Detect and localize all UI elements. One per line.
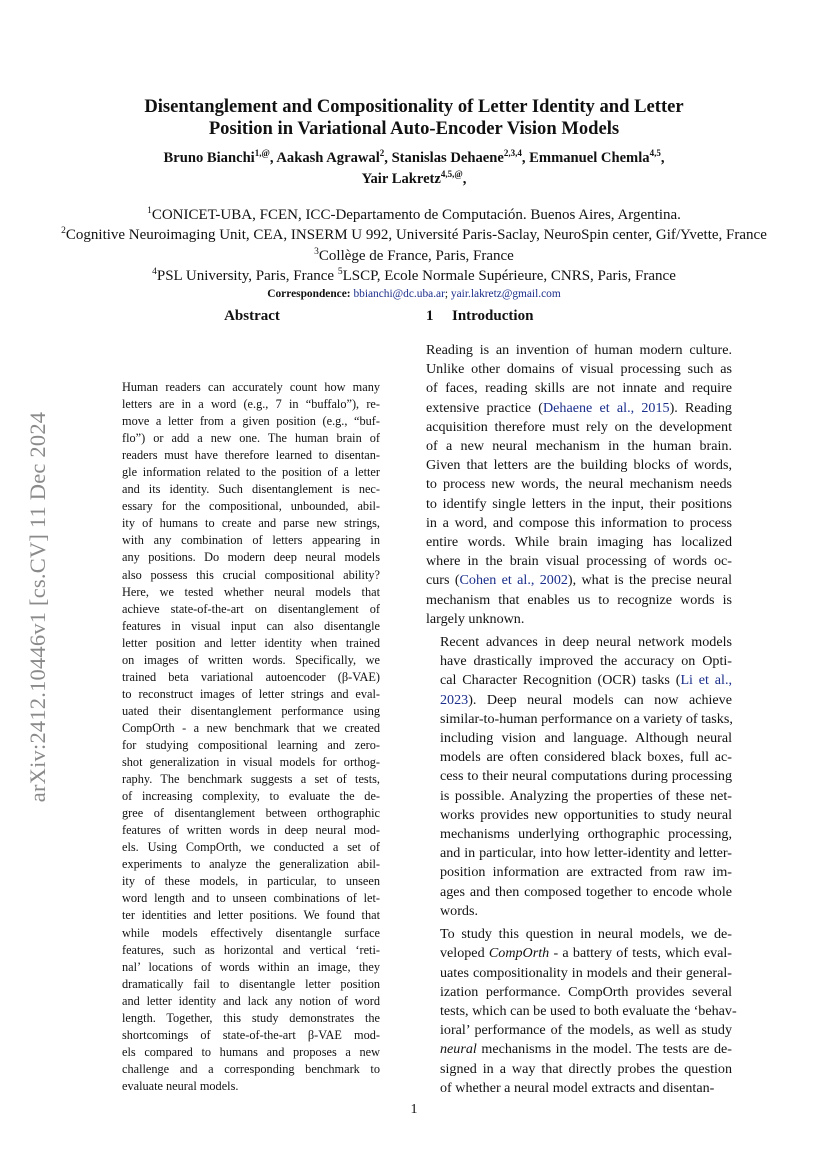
text-line: Recent advances in deep neural network models	[440, 634, 732, 651]
text-line: is possible. Analyzing the properties of these net-	[440, 787, 732, 804]
arxiv-identifier[interactable]: arXiv:2412.10446v1 [cs.CV] 11 Dec 2024	[25, 411, 50, 803]
introduction-heading	[426, 306, 533, 326]
citation-link[interactable]: 2023	[440, 691, 469, 708]
affiliation-text: Cognitive Neuroimaging Unit, CEA, INSERM U 992, Université Paris-Saclay, NeuroSpin center, Gif/Yvette, France	[65, 227, 767, 244]
text-line: words.	[440, 902, 478, 919]
title-line-2: Position in Variational Auto-Encoder Vision Models	[208, 118, 620, 139]
text-line: 2023). Deep neural models can now achieve	[440, 691, 732, 708]
text-line: have drastically improved the accuracy on Opti-	[440, 653, 732, 670]
text-line: flo”) or add a new one. The human brain of	[122, 431, 380, 446]
text-line: move a letter from a given position (e.g., “buf-	[122, 414, 380, 429]
text-line: ity of humans to create and parse new strings,	[122, 516, 380, 531]
text-line: to reconstruct images of letter strings and eval-	[122, 686, 380, 701]
text-line: achieve state-of-the-art on disentanglement of	[122, 601, 380, 616]
text-line: uated their disentanglement performance using	[122, 703, 380, 718]
text-line: and letter identity and lack any notion of word	[122, 993, 380, 1008]
text-line: acquisition therefore must rely on the development	[426, 418, 732, 435]
text-line: of faces, reading skills are not innate and require	[426, 380, 732, 397]
text-line: evaluate neural models.	[122, 1078, 239, 1093]
correspondence-label: Correspondence:	[267, 288, 351, 300]
section-number: 1	[426, 308, 434, 324]
affiliation-mark: 1	[147, 206, 152, 216]
text-line: experiments to analyze the generalization abil-	[122, 857, 380, 872]
text-line: essary for the compositional, unbounded, abil-	[122, 499, 380, 514]
affiliation-mark: 2	[61, 226, 66, 237]
text-line: Unlike other domains of visual processing such as	[426, 361, 732, 378]
text-line: and its identity. Such disentanglement is nec-	[122, 482, 380, 497]
text-line: shot generalization in visual models for orthog-	[122, 755, 380, 770]
text-line: Given that letters are the building blocks of words,	[426, 457, 732, 474]
text-line: ioral’ performance of the models, as well as study	[440, 1022, 732, 1039]
affiliation-text: LSCP, Ecole Normale Supérieure, CNRS, Paris, France	[342, 268, 676, 285]
text-line: challenge and a corresponding benchmark to	[122, 1061, 380, 1076]
text-line: of whether a neural model extracts and disentan-	[440, 1079, 715, 1096]
text-line: while models effectively disentangle surface	[122, 925, 380, 940]
affiliation-3	[10, 246, 818, 266]
text-line: Reading is an invention of human modern culture.	[426, 342, 732, 358]
text-line: curs (Cohen et al., 2002), what is the precise neural	[426, 572, 732, 589]
affiliations	[10, 205, 818, 287]
text-line: including vision and language. Although neural	[440, 730, 732, 747]
text-line: to process new words, the neural mechanism needs	[426, 476, 732, 493]
affiliation-text: CONICET-UBA, FCEN, ICC-Departamento de Computación. Buenos Aires, Argentina.	[151, 207, 681, 223]
text-line: position information are extracted from raw im-	[440, 864, 732, 881]
text-line: for studying compositional learning and zero-	[122, 737, 380, 752]
text-line: veloped CompOrth - a battery of tests, which eval-	[440, 945, 732, 962]
text-line: CompOrth - a new benchmark that we created	[122, 720, 380, 735]
text-line: raphy. The benchmark suggests a set of tests,	[122, 772, 380, 787]
text-line: Here, we tested whether neural models that	[122, 584, 380, 599]
text-line: ages and then composed together to encode whole	[440, 883, 732, 900]
affiliation-mark: 3	[314, 246, 319, 257]
emphasis: CompOrth	[488, 945, 550, 962]
text-line: largely unknown.	[426, 610, 525, 627]
citation-link[interactable]: Dehaene et al., 2015	[542, 399, 670, 416]
text-line: els. Using CompOrth, we conducted a set of	[122, 840, 380, 855]
text-line: readers must have therefore learned to disentan-	[122, 448, 380, 463]
paper-title	[100, 96, 728, 140]
text-line: gree of disentanglement between orthographic	[122, 806, 380, 821]
affiliation-mark: 5	[337, 267, 343, 278]
affiliation-mark: 4	[152, 267, 157, 278]
text-line: uates compositionality in models and their general-	[440, 964, 732, 981]
text-line: nal’ locations of words within an image, they	[122, 959, 380, 974]
text-line: length. Together, this study demonstrates the	[122, 1010, 380, 1025]
text-line: letter position and letter identity when trained	[122, 635, 380, 650]
author-affiliation-mark: 2	[379, 148, 385, 159]
text-line: features of written words in deep neural mod-	[122, 823, 380, 838]
affiliation-text: Collège de France, Paris, France	[318, 247, 514, 264]
abstract-heading: Abstract	[224, 308, 280, 324]
text-line: entire words. While brain imaging has localized	[426, 534, 732, 551]
intro-paragraph-2	[426, 633, 732, 921]
text-line: shortcomings of state-of-the-art β-VAE mod-	[122, 1027, 380, 1042]
affiliation-2	[10, 225, 818, 245]
text-line: to identify single letters in the input, their positions	[426, 495, 732, 512]
intro-paragraph-3	[426, 925, 737, 1098]
author-name: Emmanuel Chemla	[529, 150, 650, 166]
text-line: also possess this crucial compositional ability?	[122, 567, 380, 582]
text-line: works provides new opportunities to study neural	[440, 806, 732, 823]
author-affiliation-mark: 4,5	[649, 148, 661, 159]
text-line: and in particular, into how letter-identity and letter-	[440, 845, 732, 862]
text-line: models are often considered black boxes, full ac-	[440, 749, 732, 766]
text-line: on images of written words. Specifically, we	[122, 652, 380, 667]
text-line: in a word, and compose this information to process	[426, 514, 732, 531]
text-line: mechanism that enables us to recognize words is	[426, 591, 732, 608]
affiliation-4-5	[10, 266, 818, 286]
text-line: mechanisms underlying orthographic processing,	[440, 826, 732, 843]
text-line: dramatically fail to disentangle letter position	[122, 976, 380, 991]
title-line-1: Disentanglement and Compositionality of Letter Identity and Letter	[144, 96, 684, 117]
text-line: ter identities and letter positions. We found that	[122, 908, 380, 923]
email-link[interactable]: bbianchi@dc.uba.ar	[353, 288, 445, 300]
affiliation-1	[10, 205, 818, 225]
text-line: ization performance. CompOrth provides several	[440, 983, 732, 1000]
author-name: Aakash Agrawal	[276, 150, 380, 166]
text-line: with any combination of letters appearing in	[122, 533, 380, 548]
author-name: Bruno Bianchi	[163, 150, 255, 166]
text-line: word length and to unseen combinations of let-	[122, 891, 380, 906]
text-line: trained beta variational autoencoder (β-VAE)	[122, 669, 380, 684]
abstract-body	[122, 379, 380, 1095]
text-line: cess to their neural computations during processing	[440, 768, 732, 785]
text-line: cal Character Recognition (OCR) tasks (Li et al.,	[440, 672, 732, 689]
text-line: features, such as horizontal and vertical ‘reti-	[122, 942, 380, 957]
text-line: Human readers can accurately count how many	[122, 380, 380, 394]
author-affiliation-mark: 4,5,@	[440, 169, 463, 180]
author-affiliation-mark: 2,3,4	[503, 148, 522, 159]
author-name: Stanislas Dehaene	[391, 150, 504, 166]
text-line: signed in a way that directly probes the question	[440, 1060, 732, 1077]
citation-link[interactable]: Cohen et al., 2002	[459, 572, 568, 589]
text-line: tests, which can be used to both evaluate the ‘behav-	[440, 1002, 737, 1019]
text-line: of increasing complexity, to evaluate the de-	[122, 789, 380, 804]
page-number: 1	[410, 1102, 418, 1117]
arxiv-stamp	[8, 360, 68, 855]
text-line: neural mechanisms in the model. The tests are de-	[440, 1041, 732, 1058]
text-line: els compared to humans and proposes a new	[122, 1044, 380, 1059]
text-line: To study this question in neural models, we de-	[440, 926, 732, 943]
text-line: similar-to-human performance on a variety of tasks,	[440, 710, 733, 727]
author-list: Bruno Bianchi$^{1,@}$, Aakash Agrawal$^2$, Stanislas Dehaene$^{2,3,4}$, Emmanuel Chemla$^{4,5}$, Yair Lakretz$^{4,5,@}$,	[163, 148, 665, 187]
citation-link[interactable]: Li et al.,	[680, 672, 732, 689]
text-line: gle information related to the position of a letter	[122, 465, 380, 480]
text-line: any positions. Do modern deep neural models	[122, 550, 380, 565]
emphasis: neural	[440, 1041, 477, 1058]
text-line: extensive practice (Dehaene et al., 2015). Reading	[426, 399, 732, 416]
author-name: Yair Lakretz	[361, 171, 441, 187]
text-line: of a new neural mechanism in the human brain.	[426, 438, 732, 455]
introduction-body	[426, 341, 737, 1098]
email-link[interactable]: yair.lakretz@gmail.com	[450, 288, 561, 300]
abstract-paragraph	[122, 379, 380, 1095]
text-line: letters are in a word (e.g., 7 in “buffalo”), re-	[122, 397, 380, 412]
section-title: Introduction	[452, 308, 534, 324]
text-line: features in visual input can also disentangle	[122, 618, 380, 633]
intro-paragraph-1	[426, 341, 732, 629]
author-affiliation-mark: 1,@	[254, 148, 270, 159]
text-line: where in the brain visual processing of words oc-	[426, 553, 732, 570]
affiliation-text: PSL University, Paris, France	[156, 268, 335, 285]
correspondence: Correspondence: bbianchi@dc.uba.ar; yair.lakretz@gmail.com	[267, 288, 561, 300]
text-line: ity of these models, in particular, to unseen	[122, 874, 380, 889]
